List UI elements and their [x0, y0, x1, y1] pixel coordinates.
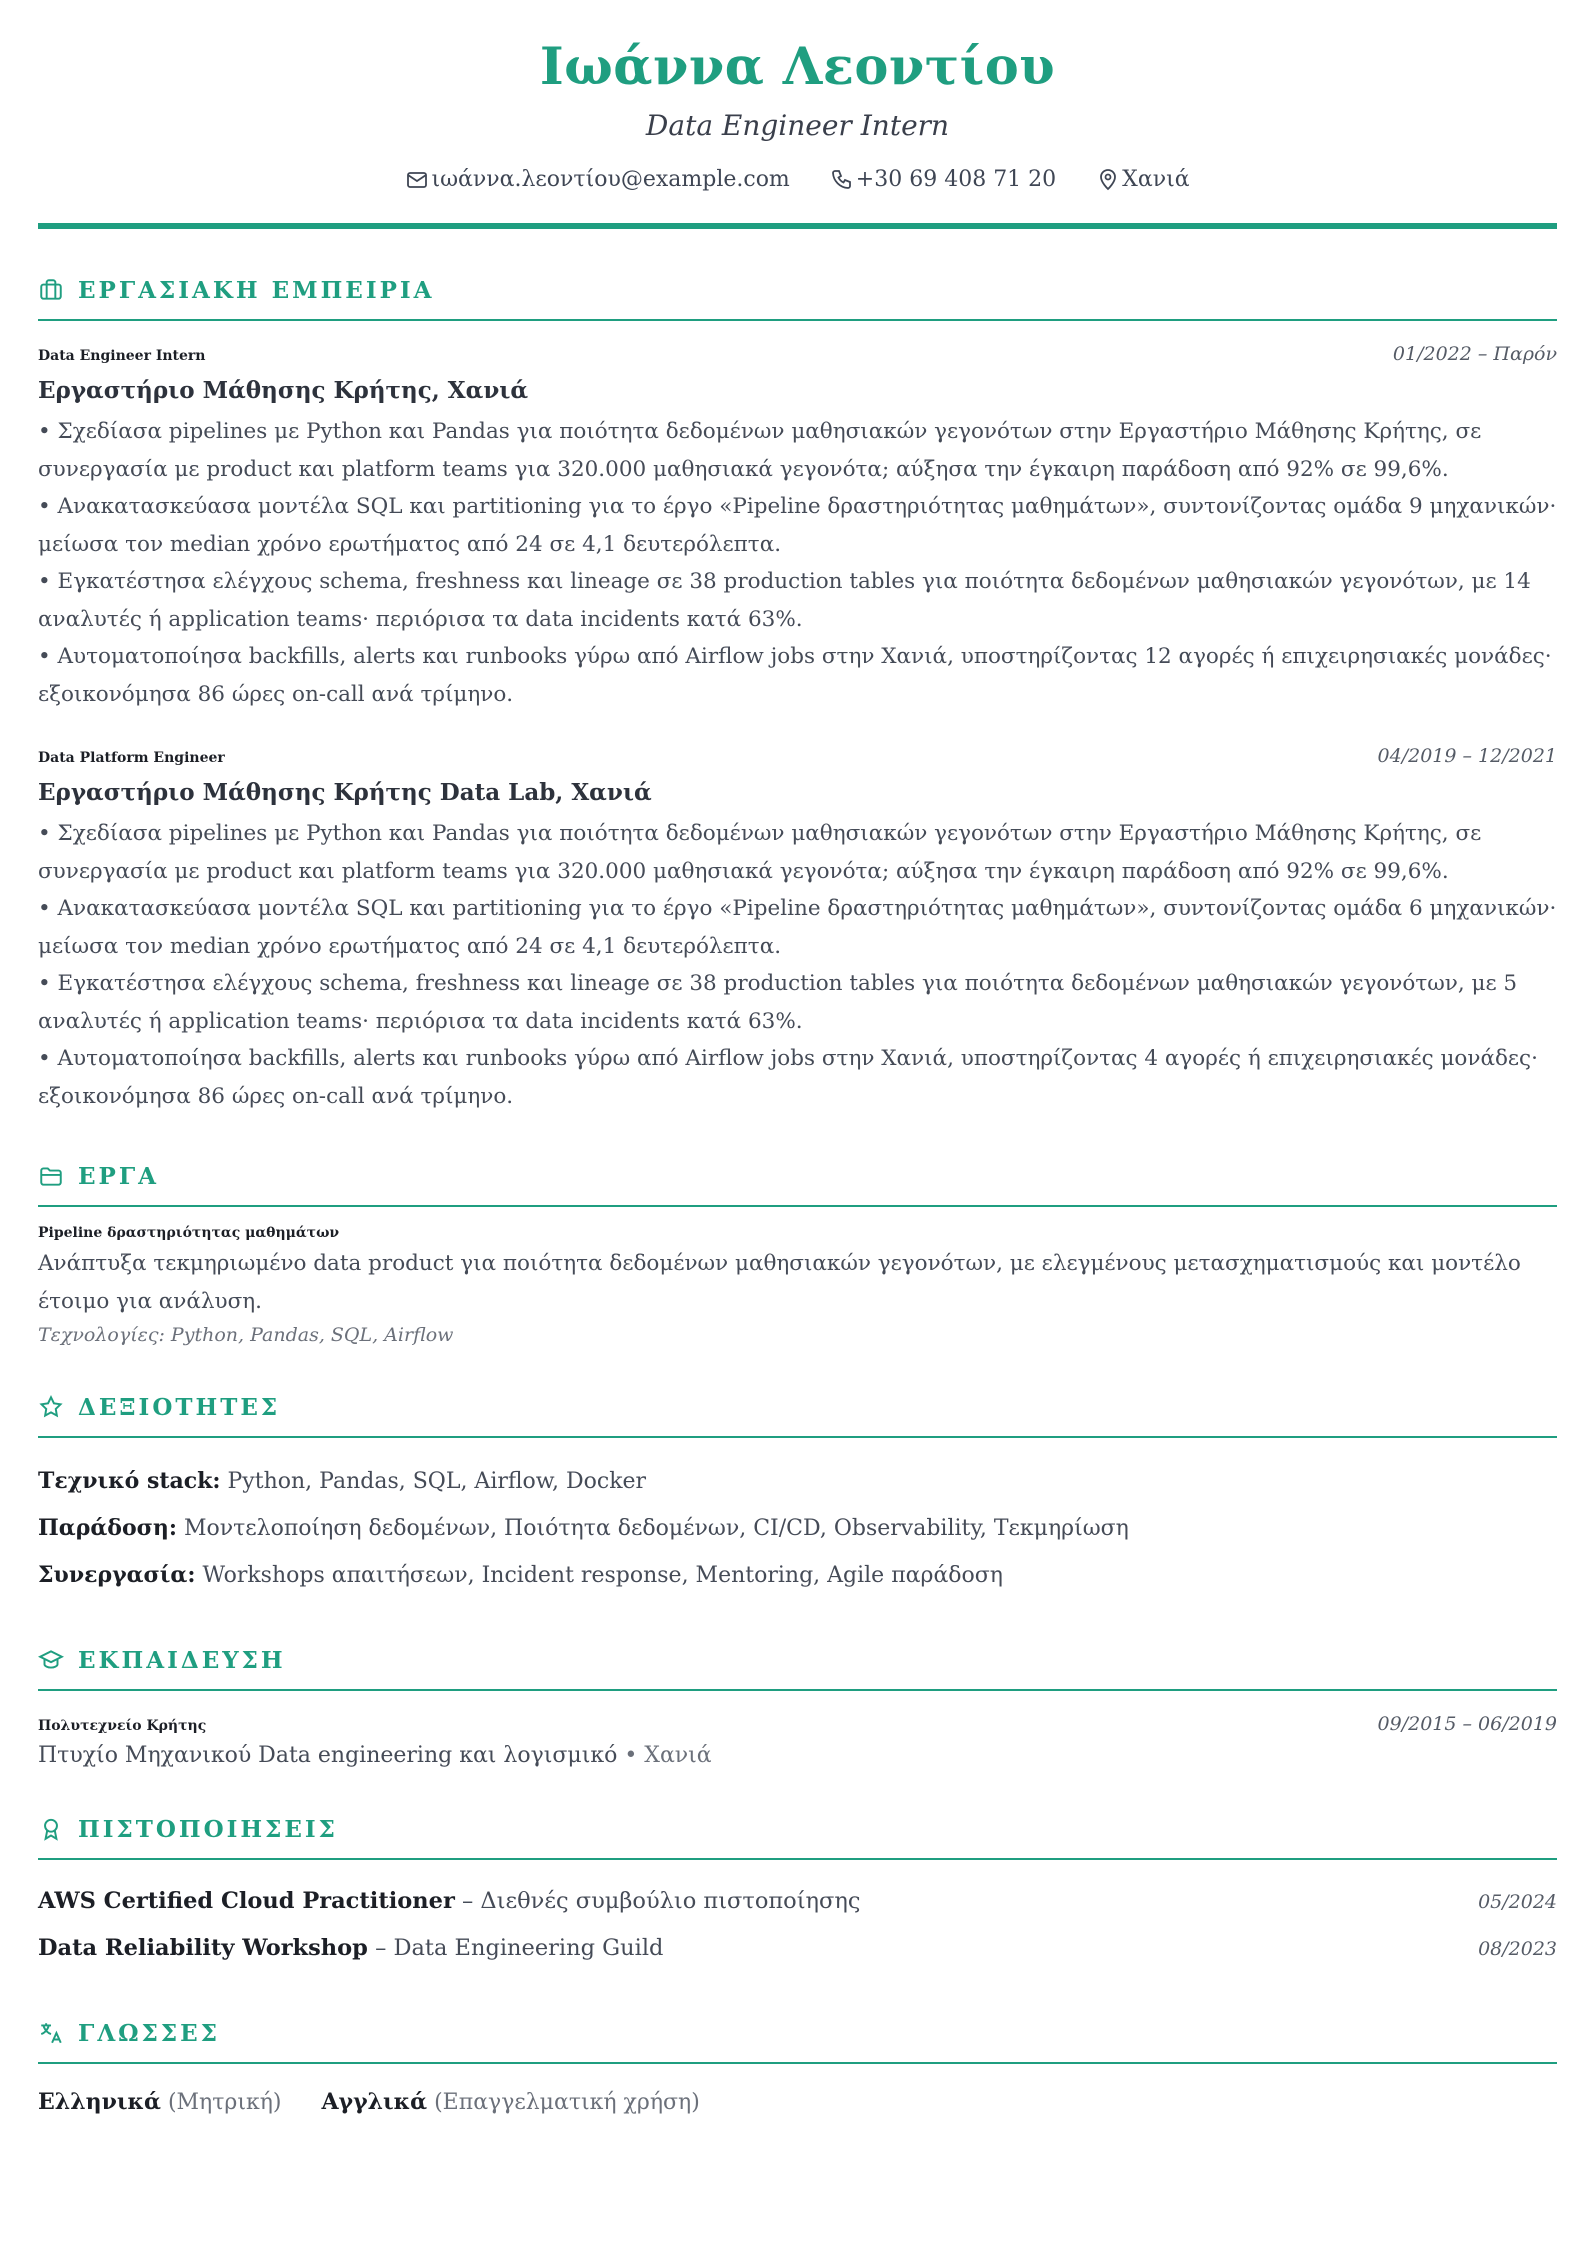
skills-heading: [38, 1390, 1557, 1424]
project-name: Pipeline δραστηριότητας μαθημάτων: [38, 1225, 340, 1241]
candidate-name: Ιωάννα Λεοντίου: [539, 37, 1056, 97]
folder-icon: [38, 1163, 64, 1189]
skill-value: Python, Pandas, SQL, Airflow, Docker: [220, 1469, 647, 1494]
job-bullet: • Ανακατασκεύασα μοντέλα SQL και partitioning για το έργο «Pipeline δραστηριότητας μαθημάτων», συντονίζοντας ομάδα 9 μηχανικών· μείωσα τον median χρόνο ερωτήματος από 24 σε 4,1 δευτερόλεπτα.: [38, 494, 1557, 557]
section-divider: [38, 319, 1557, 321]
project-technologies: Τεχνολογίες: Python, Pandas, SQL, Airflow: [38, 1324, 454, 1346]
projects-title: ΕΡΓΑ: [78, 1162, 159, 1190]
certification-name: Data Reliability Workshop: [38, 1935, 368, 1961]
job-position: Data Platform Engineer: [38, 750, 225, 766]
job-bullet: • Ανακατασκεύασα μοντέλα SQL και partitioning για το έργο «Pipeline δραστηριότητας μαθημάτων», συντονίζοντας ομάδα 6 μηχανικών· μείωσα τον median χρόνο ερωτήματος από 24 σε 4,1 δευτερόλεπτα.: [38, 896, 1557, 959]
languages-heading: [38, 2016, 1557, 2050]
experience-section: [38, 273, 1557, 1115]
mail-icon: [405, 168, 429, 192]
section-divider: [38, 2062, 1557, 2064]
skills-title: ΔΕΞΙΟΤΗΤΕΣ: [78, 1393, 281, 1421]
phone-text: +30 69 408 71 20: [855, 167, 1057, 192]
project-entry: [38, 1225, 1557, 1346]
skill-label: Τεχνικό stack:: [38, 1468, 221, 1494]
education-title: ΕΚΠΑΙΔΕΥΣΗ: [78, 1646, 286, 1674]
job-bullet: • Εγκατέστησα ελέγχους schema, freshness και lineage σε 38 production tables για ποιότητα δεδομένων μαθησιακών γεγονότων, με 14 αναλυτές ή application teams· περιόρισα τα data incidents κατά 63%.: [38, 569, 1531, 632]
translate-icon: [38, 2020, 64, 2046]
map-pin-icon: [1096, 168, 1120, 192]
language-level: (Μητρική): [160, 2090, 282, 2115]
education-entry: [38, 1713, 1557, 1768]
language-name: Ελληνικά: [38, 2089, 161, 2115]
skill-row: [38, 1505, 1557, 1552]
experience-heading: [38, 273, 1557, 307]
skill-value: Workshops απαιτήσεων, Incident response, Mentoring, Agile παράδοση: [195, 1563, 1003, 1588]
school-name: Πολυτεχνείο Κρήτης: [38, 1718, 207, 1734]
section-divider: [38, 1689, 1557, 1691]
certification-name: AWS Certified Cloud Practitioner: [38, 1888, 455, 1914]
section-divider: [38, 1205, 1557, 1207]
certifications-list: [38, 1878, 1557, 1972]
contact-phone[interactable]: [830, 164, 1056, 196]
job-entry: [38, 745, 1557, 1115]
section-divider: [38, 1858, 1557, 1860]
briefcase-icon: [38, 277, 64, 303]
section-divider: [38, 1436, 1557, 1438]
projects-heading: [38, 1159, 1557, 1193]
resume-page: [38, 0, 1557, 2123]
star-icon: [38, 1394, 64, 1420]
contact-email[interactable]: [405, 164, 789, 196]
skills-section: [38, 1390, 1557, 1599]
job-bullet: • Αυτοματοποίησα backfills, alerts και runbooks γύρω από Airflow jobs στην Χανιά, υποστηρίζοντας 12 αγορές ή επιχειρησιακές μονάδες· εξοικονόμησα 86 ώρες on-call ανά τρίμηνο.: [38, 644, 1552, 707]
job-position: Data Engineer Intern: [38, 348, 206, 364]
resume-header: [38, 0, 1557, 229]
job-bullet: • Σχεδίασα pipelines με Python και Pandas για ποιότητα δεδομένων μαθησιακών γεγονότων στην Εργαστήριο Μάθησης Κρήτης, σε συνεργασία με product και platform teams για 320.000 μαθησιακά γεγονότα; αύξησα την έγκαιρη παράδοση από 92% σε 99,6%.: [38, 419, 1482, 482]
education-dates: 09/2015 – 06/2019: [1377, 1713, 1557, 1735]
job-dates: 01/2022 – Παρόν: [1392, 343, 1557, 365]
skill-row: [38, 1458, 1557, 1505]
candidate-role: Data Engineer Intern: [645, 109, 950, 142]
award-icon: [38, 1816, 64, 1842]
skill-row: [38, 1552, 1557, 1599]
language-level: (Επαγγελματική χρήση): [427, 2090, 700, 2115]
certification-row: [38, 1878, 1557, 1925]
degree-line: [38, 1743, 1557, 1768]
job-bullets: [38, 413, 1557, 713]
education-heading: [38, 1643, 1557, 1677]
contact-bar: [38, 164, 1557, 196]
job-entry: [38, 343, 1557, 713]
phone-icon: [830, 168, 854, 192]
skill-value: Μοντελοποίηση δεδομένων, Ποιότητα δεδομένων, CI/CD, Observability, Τεκμηρίωση: [176, 1516, 1129, 1541]
certification-issuer: – Data Engineering Guild: [367, 1935, 664, 1961]
project-description: Ανάπτυξα τεκμηριωμένο data product για ποιότητα δεδομένων μαθησιακών γεγονότων, με ελεγμένους μετασχηματισμούς και μοντέλο έτοιμο για ανάλυση.: [38, 1251, 1521, 1314]
experience-title: ΕΡΓΑΣΙΑΚΗ ΕΜΠΕΙΡΙΑ: [78, 276, 435, 304]
job-company: Εργαστήριο Μάθησης Κρήτης, Χανιά: [38, 377, 529, 404]
job-bullet: • Σχεδίασα pipelines με Python και Pandas για ποιότητα δεδομένων μαθησιακών γεγονότων στην Εργαστήριο Μάθησης Κρήτης, σε συνεργασία με product και platform teams για 320.000 μαθησιακά γεγονότα; αύξησα την έγκαιρη παράδοση από 92% σε 99,6%.: [38, 821, 1482, 884]
degree-name: Πτυχίο Μηχανικού Data engineering και λογισμικό: [38, 1743, 618, 1768]
languages-title: ΓΛΩΣΣΕΣ: [78, 2019, 220, 2047]
certification-row: [38, 1925, 1557, 1972]
skill-label: Συνεργασία:: [38, 1562, 196, 1588]
job-company: Εργαστήριο Μάθησης Κρήτης Data Lab, Χανιά: [38, 779, 652, 806]
location-text: Χανιά: [1122, 167, 1190, 192]
header-divider: [38, 223, 1557, 229]
certification-date: 08/2023: [1478, 1938, 1557, 1960]
certification-date: 05/2024: [1478, 1891, 1557, 1913]
graduation-cap-icon: [38, 1647, 64, 1673]
job-bullet: • Αυτοματοποίησα backfills, alerts και runbooks γύρω από Airflow jobs στην Χανιά, υποστηρίζοντας 4 αγορές ή επιχειρησιακές μονάδες· εξοικονόμησα 86 ώρες on-call ανά τρίμηνο.: [38, 1046, 1538, 1109]
skills-list: [38, 1458, 1557, 1599]
projects-section: [38, 1159, 1557, 1346]
languages-list: [38, 2082, 1557, 2123]
email-text: ιωάννα.λεοντίου@example.com: [431, 167, 790, 192]
education-location: • Χανιά: [617, 1743, 712, 1768]
language-name: Αγγλικά: [321, 2089, 428, 2115]
skill-label: Παράδοση:: [38, 1515, 177, 1541]
education-section: [38, 1643, 1557, 1768]
certifications-title: ΠΙΣΤΟΠΟΙΗΣΕΙΣ: [78, 1815, 338, 1843]
job-bullet: • Εγκατέστησα ελέγχους schema, freshness και lineage σε 38 production tables για ποιότητα δεδομένων μαθησιακών γεγονότων, με 5 αναλυτές ή application teams· περιόρισα τα data incidents κατά 63%.: [38, 971, 1518, 1034]
language-item: [321, 2082, 699, 2123]
certifications-section: [38, 1812, 1557, 1972]
job-dates: 04/2019 – 12/2021: [1377, 745, 1557, 767]
languages-section: [38, 2016, 1557, 2123]
certifications-heading: [38, 1812, 1557, 1846]
certification-issuer: – Διεθνές συμβούλιο πιστοποίησης: [454, 1888, 861, 1914]
job-bullets: [38, 815, 1557, 1115]
contact-location: [1096, 164, 1189, 196]
language-item: [38, 2082, 281, 2123]
